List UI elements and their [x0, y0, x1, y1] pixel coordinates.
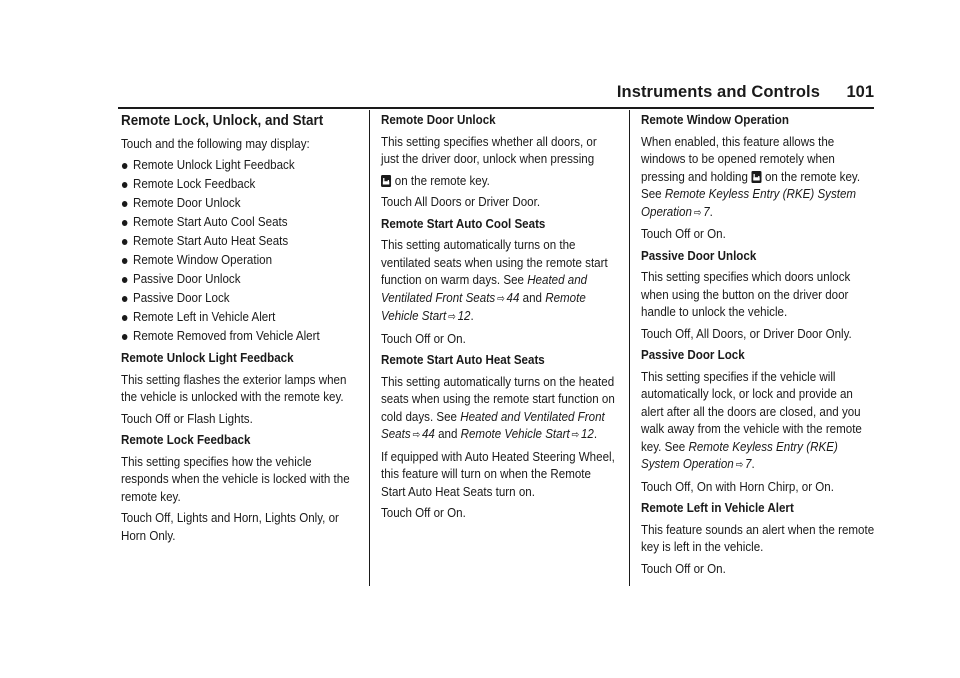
header-rule — [118, 107, 874, 109]
paragraph: This setting specifies which doors unlock when using the button on the driver door handle to unlock the vehicle. — [641, 270, 851, 319]
paragraph: If equipped with Auto Heated Steering Wheel, this feature will turn on when the Remote Start Auto Heat Seats turn on. — [381, 449, 615, 499]
paragraph: Touch Off or On. — [641, 227, 726, 241]
page-ref-arrow-icon: ⇨ — [497, 292, 505, 305]
cross-reference[interactable]: Heated and Ventilated Front Seats — [381, 409, 605, 441]
subheading: Passive Door Unlock — [641, 248, 757, 263]
subheading: Passive Door Lock — [641, 348, 745, 362]
page-reference[interactable]: 12 — [580, 427, 594, 441]
paragraph-text: This setting specifies if the vehicle will automatically lock, or lock and provide an alert after all the doors are closed, and you walk away from the vehicle with the remote key. See — [641, 369, 862, 454]
paragraph-text: This setting automatically turns on the heated seats when using the remote start function on cold days. See — [381, 374, 615, 424]
paragraph: Touch Off or On. — [641, 561, 726, 576]
list-item: Remote Start Auto Cool Seats — [121, 214, 357, 232]
page-reference[interactable]: 44 — [421, 427, 435, 441]
paragraph: This setting specifies if the vehicle will automatically lock, or lock and provide an alert after all the doors are closed, and you walk away from the vehicle with the remote key. See Remote Keyless Entry (RKE) System Operation ⇨ 7. — [641, 369, 862, 471]
paragraph-text: on the remote key. — [394, 173, 490, 188]
paragraph: Touch Off, Lights and Horn, Lights Only, or Horn Only. — [121, 511, 339, 543]
page-number: 101 — [846, 83, 874, 101]
list-item: Passive Door Unlock — [121, 271, 357, 289]
page-ref-arrow-icon: ⇨ — [412, 429, 421, 441]
paragraph: This setting flashes the exterior lamps when the vehicle is unlocked with the remote key. — [121, 372, 347, 404]
intro-text: Touch and the following may display: — [121, 137, 310, 151]
page-ref-arrow-icon: ⇨ — [448, 311, 456, 323]
column-3 — [641, 112, 877, 582]
subheading: Remote Unlock Light Feedback — [121, 351, 294, 365]
paragraph: Touch Off or On. — [381, 331, 466, 346]
paragraph-text: on the remote key. See — [641, 169, 861, 201]
paragraph-text: When enabled, this feature allows the windows to be opened remotely when pressing and holding — [641, 134, 835, 184]
options-list — [121, 157, 357, 346]
paragraph-text: This setting automatically turns on the ventilated seats when using the remote start function on warm days. See — [381, 238, 608, 287]
subheading: Remote Start Auto Cool Seats — [381, 216, 546, 231]
section-heading: Remote Lock, Unlock, and Start — [121, 113, 324, 129]
paragraph: Touch Off or Flash Lights. — [121, 411, 253, 426]
paragraph: Touch Off or On. — [381, 506, 466, 520]
column-2 — [381, 112, 617, 527]
unlock-key-icon — [381, 175, 391, 187]
page-reference[interactable]: 12 — [457, 309, 471, 323]
subheading: Remote Lock Feedback — [121, 433, 251, 447]
list-item: Remote Unlock Light Feedback — [121, 157, 357, 175]
paragraph: When enabled, this feature allows the windows to be opened remotely when pressing and holding on the remote key. See Remote Keyless Entry (RKE) System Operation ⇨ 7. — [641, 134, 861, 219]
cross-reference[interactable]: Remote Keyless Entry (RKE) System Operation — [641, 439, 838, 471]
page-reference[interactable]: 7 — [703, 204, 710, 219]
subheading: Remote Window Operation — [641, 113, 789, 127]
list-item: Remote Start Auto Heat Seats — [121, 233, 357, 251]
page-reference[interactable]: 44 — [506, 290, 520, 305]
subheading: Remote Left in Vehicle Alert — [641, 501, 794, 515]
list-item: Passive Door Lock — [121, 290, 357, 308]
unlock-key-icon — [751, 171, 761, 183]
cross-reference[interactable]: Remote Keyless Entry (RKE) System Operation — [641, 187, 857, 219]
cross-reference[interactable]: Remote Vehicle Start — [381, 290, 586, 323]
paragraph: Touch Off, All Doors, or Driver Door Only. — [641, 326, 852, 341]
list-item: Remote Window Operation — [121, 252, 357, 270]
list-item: Remote Lock Feedback — [121, 176, 357, 194]
list-item: Remote Door Unlock — [121, 195, 357, 213]
page-reference[interactable]: 7 — [745, 457, 752, 471]
column-1 — [121, 112, 357, 549]
paragraph: Touch Off, On with Horn Chirp, or On. — [641, 479, 834, 494]
list-item: Remote Removed from Vehicle Alert — [121, 328, 357, 346]
subheading: Remote Door Unlock — [381, 113, 496, 127]
paragraph: This feature sounds an alert when the remote key is left in the vehicle. — [641, 522, 875, 554]
cross-reference[interactable]: Heated and Ventilated Front Seats — [381, 273, 588, 305]
column-divider — [369, 110, 370, 586]
section-title: Instruments and Controls — [616, 83, 820, 101]
paragraph: This setting specifies how the vehicle responds when the vehicle is locked with the remote key. — [121, 454, 350, 504]
paragraph: This setting automatically turns on the ventilated seats when using the remote start function on warm days. See Heated and Ventilated Front Seats ⇨ 44 and Remote Vehicle Start ⇨ 12. — [381, 238, 608, 323]
cross-reference[interactable]: Remote Vehicle Start — [460, 427, 570, 441]
page-ref-arrow-icon: ⇨ — [735, 459, 744, 471]
conjunction: and — [522, 290, 542, 305]
page-ref-arrow-icon: ⇨ — [571, 429, 580, 441]
paragraph — [381, 173, 617, 191]
conjunction: and — [438, 427, 458, 441]
paragraph: This setting automatically turns on the heated seats when using the remote start function on cold days. See Heated and Ventilated Front Seats ⇨ 44 and Remote Vehicle Start ⇨ 12. — [381, 374, 615, 441]
list-item: Remote Left in Vehicle Alert — [121, 309, 357, 327]
paragraph: This setting specifies whether all doors, or just the driver door, unlock when pressing — [381, 134, 597, 166]
column-divider — [629, 110, 630, 586]
page-ref-arrow-icon: ⇨ — [693, 206, 702, 219]
paragraph: Touch All Doors or Driver Door. — [381, 195, 541, 209]
subheading: Remote Start Auto Heat Seats — [381, 353, 545, 367]
